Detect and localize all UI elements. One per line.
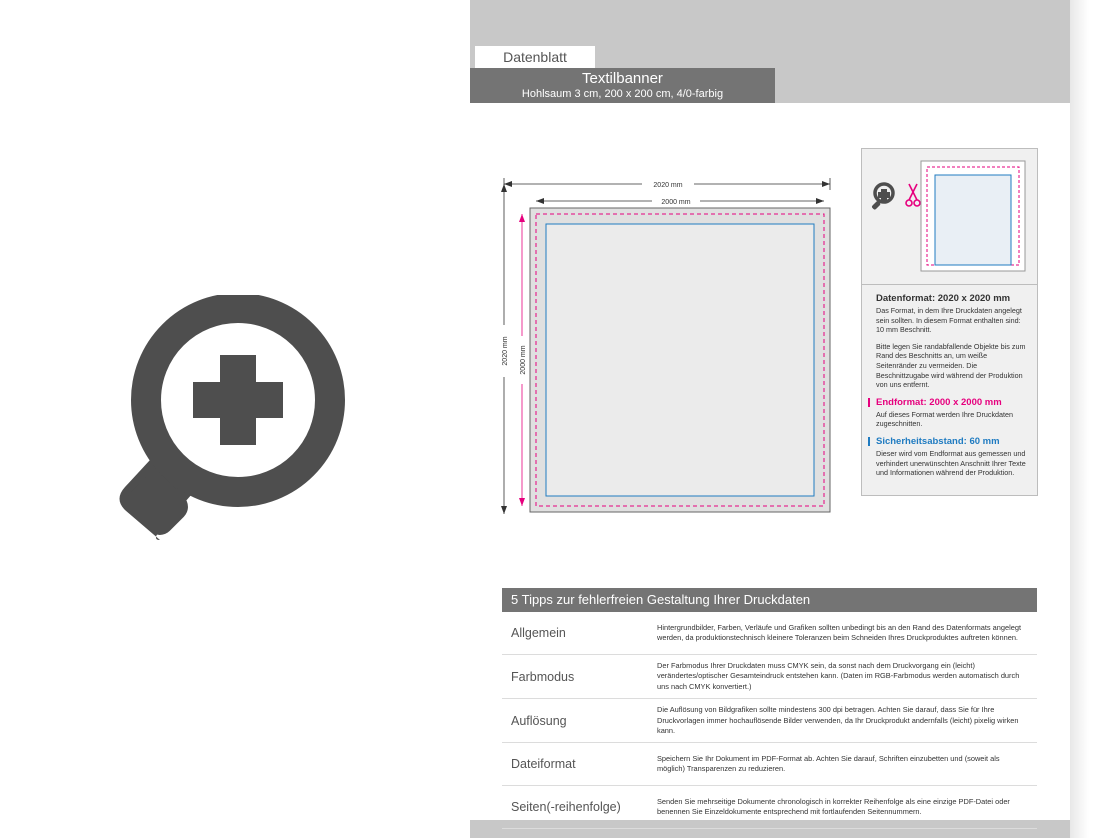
tip-label-aufloesung: Auflösung xyxy=(511,713,567,728)
legend-text-datenformat: Das Format, in dem Ihre Druckdaten angelegt sein sollten. In diesem Format enthalten sind: 10 mm Beschnitt. xyxy=(876,306,1022,335)
legend-text-datenformat-2: Bitte legen Sie randabfallende Objekte bis zum Rand des Beschnitts an, um weiße Seitenränder zu vermeiden. Die Beschnittzugabe wird während der Produktion von uns entfernt. xyxy=(876,341,1026,390)
tips-table xyxy=(502,588,1037,829)
table-row xyxy=(502,786,1037,829)
tip-text-farbmodus: Der Farbmodus Ihrer Druckdaten muss CMYK sein, da sonst nach dem Druckvorgang ein (leicht) verändertes/optischer Gesamteindruck entstehen kann. (Daten im RGB-Farbmodus werden automatisch durch uns nach CMYK konvertiert.) xyxy=(657,661,1020,691)
legend-heading-sicherheitsabstand: Sicherheitsabstand: 60 mm xyxy=(876,435,1000,447)
page-title: Textilbanner xyxy=(582,70,663,87)
legend-text-endformat: Auf dieses Format werden Ihre Druckdaten zugeschnitten. xyxy=(876,409,1014,429)
table-row xyxy=(502,655,1037,699)
dim-top-outer: 2020 mm xyxy=(653,182,683,189)
tip-text-allgemein: Hintergrundbilder, Farben, Verläufe und Grafiken sollten unbedingt bis an den Rand des Datenformats angelegt werden, da produktionstechnisch kleinere Toleranzen beim Schneiden Ihres Druckproduktes auftreten können. xyxy=(657,622,1022,642)
dim-left-inner: 2000 mm xyxy=(520,345,527,375)
tip-label-farbmodus: Farbmodus xyxy=(511,669,575,684)
legend-icon-group xyxy=(870,177,922,219)
tip-label-allgemein: Allgemein xyxy=(511,626,566,640)
tip-text-dateiformat: Speichern Sie Ihr Dokument im PDF-Format ab. Achten Sie darauf, Schriften einzubetten und (soweit als möglich) Transparenzen zu reduzieren. xyxy=(657,754,1000,774)
page-subtitle: Hohlsaum 3 cm, 200 x 200 cm, 4/0-farbig xyxy=(521,88,724,100)
legend-color-swatch-blue xyxy=(868,437,870,446)
datenblatt-tab: Datenblatt xyxy=(475,46,595,68)
dim-top-inner: 2000 mm xyxy=(661,199,691,206)
legend-text-sicherheitsabstand: Dieser wird vom Endformat aus gemessen und verhindert unerwünschten Anschnitt Ihrer Texte und Informationen während der Produktion. xyxy=(876,448,1026,478)
preview-pane xyxy=(0,0,470,838)
tip-text-aufloesung: Die Auflösung von Bildgrafiken sollte mindestens 300 dpi betragen. Achten Sie darauf, dass Sie für Ihre Druckvorlagen immer hochauflösende Bilder verwenden, da Ihr Druckprodukt andernfalls (leicht) pixelig wirken kann. xyxy=(657,705,1019,736)
magnifier-plus-icon xyxy=(871,184,893,210)
tip-label-seitenreihenfolge: Seiten(-reihenfolge) xyxy=(511,800,621,815)
legend-color-swatch-magenta xyxy=(868,398,870,407)
tips-table-header: 5 Tipps zur fehlerfreien Gestaltung Ihrer Druckdaten xyxy=(502,588,1037,612)
legend-format-thumbnail xyxy=(917,157,1029,275)
table-row xyxy=(502,699,1037,743)
dim-left-outer: 2020 mm xyxy=(502,336,509,366)
table-row xyxy=(502,743,1037,786)
page-edge-shadow xyxy=(1070,0,1117,838)
title-block xyxy=(470,68,775,103)
legend-item-endformat xyxy=(872,397,1029,429)
legend-heading-datenformat: Datenformat: 2020 x 2020 mm xyxy=(876,293,1011,304)
legend-thumbnail-area xyxy=(862,149,1037,285)
legend-item-datenformat xyxy=(872,293,1029,390)
legend-box xyxy=(861,148,1038,496)
table-row xyxy=(502,612,1037,655)
format-drawing xyxy=(470,140,870,540)
legend-heading-endformat: Endformat: 2000 x 2000 mm xyxy=(876,396,1002,408)
legend-item-sicherheitsabstand xyxy=(872,436,1029,478)
tip-text-seitenreihenfolge: Senden Sie mehrseitige Dokumente chronologisch in korrekter Reihenfolge als eine einzige PDF-Datei oder benennen Sie Einzeldokumente entsprechend mit fortlaufenden Seitennummern. xyxy=(657,797,1010,817)
magnifier-plus-icon xyxy=(100,295,370,550)
legend-text-area xyxy=(862,285,1037,495)
tip-label-dateiformat: Dateiformat xyxy=(511,757,576,772)
